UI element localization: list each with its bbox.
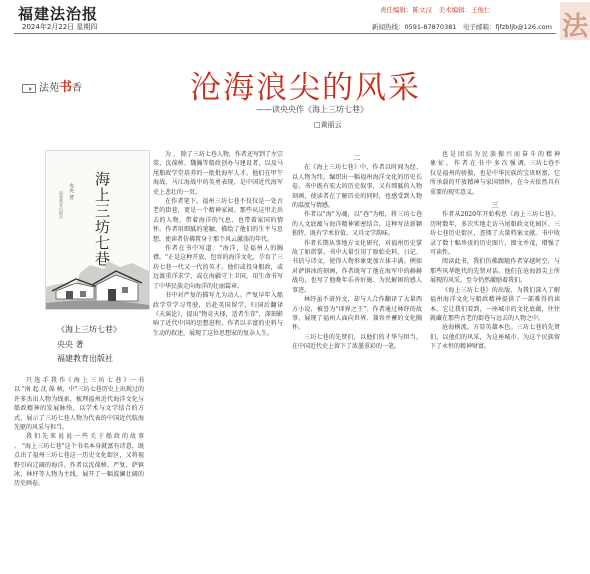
- article-byline: □黄丽云: [314, 121, 342, 129]
- section-shu: 书: [59, 80, 73, 95]
- newspaper-masthead: 福建法治报: [18, 5, 99, 23]
- cover-illustration: [46, 247, 149, 309]
- contact-info: 新闻热线：0591-87870381 电子邮箱：fjfzbljb@126.com: [372, 23, 552, 31]
- page-header: [0, 0, 590, 40]
- section-label: 法苑: [39, 83, 59, 94]
- paragraph: 作者在书中写道："海洋，是福州人的胸襟。"正是这种开放、包容的海洋文化，孕育了三坊七巷一代又一代的英才。他们或投身船政，或远渡重洋求学，或在海疆守土卫国，用生命书写了中华民族走向海洋的壮丽篇章。: [153, 245, 283, 290]
- article-column-3: [292, 150, 422, 572]
- book-caption-title: 《海上三坊七巷》: [57, 325, 121, 334]
- paragraph: 我 们 先 来 说 说 一 些 关 于 船 政 的 故 事 。 "海上三坊七巷"这个书名本身就富有诗意，既点出了福州三坊七巷这一历史文化街区，又将视野引向辽阔的海洋。作者以沈葆桢、严复、萨镇冰、林纾等人物为主线，展开了一幅波澜壮阔的历史画卷。: [14, 433, 144, 488]
- section-logo: [22, 76, 82, 95]
- paragraph: 也 是 团 结 为 民 族 振 兴 而 奋 斗 的 精 神 象 征 。 作 者 在 书 中 多 次 强 调，三坊七巷不仅是福州的骄傲，也是中华民族的宝贵财富。它所承载的开放精神与家国情怀，在今天依然具有重要的现实意义。: [430, 151, 560, 196]
- paragraph: 作者长期从事地方文化研究，对福州历史掌故了如指掌。书中大量引用了原始史料、日记、书信与诗文，使得人物形象更加立体丰满。例如对萨镇冰的刻画，作者既写了他在海军中的赫赫战功，也写了他晚年乐善好施、为民解困的感人事迹。: [292, 239, 422, 294]
- article-column-2: [153, 150, 283, 572]
- paragraph: 只 选 手 我 作《 海 上 三 坊 七 巷 》一 书 以 "南 起 沈 葆 桢，中"三坊七巷历史上出现过的许多杰出人物为线索，梳理福州近代海洋文化与船政精神的发展脉络，以学术与文学结合的方式，展示了三坊七巷人物为代表的中国近代航海先驱的风采与担当。: [14, 377, 144, 432]
- section-side-tab: [560, 2, 590, 40]
- paragraph: 书中对严复的描写尤为动人。严复早年入船政学堂学习驾驶，后赴英国留学，归国后翻译《天演论》，提出"物竞天择，适者生存"，深刻影响了近代中国的思想进程。作者以丰富的史料与生动的叙述，展现了这位思想家的复杂人生。: [153, 292, 283, 337]
- issue-date: 2024年2月22日 星期四: [22, 23, 98, 31]
- section-number: 三: [491, 201, 499, 210]
- paragraph: 作者以"海"为魂，以"巷"为根，将三坊七巷的人文底蕴与海洋精神紧密结合。这种写法新颖独特，既有学术价值，又具文学韵味。: [292, 211, 422, 238]
- side-tab-label: 法: [562, 12, 589, 40]
- article-column-1: [14, 376, 144, 572]
- section-suffix: 香: [72, 83, 83, 94]
- paragraph: 作者从2020年开始构思《海上三坊七巷》，历时数年，多次实地走访马尾船政文化园区、三坊七巷历史街区，查阅了大量档案文献。书中收录了数十幅珍贵的历史图片，图文并茂，增强了可读性。: [430, 211, 560, 257]
- book-caption-author: 央央 著: [57, 340, 84, 349]
- arrow-icon: [22, 84, 36, 93]
- paragraph: 阅读此书，我们仿佛跟随作者穿越时空，与那些风华绝代的先贤对话。他们在沧海浪尖上所展现的风采，至今仍然激励着我们。: [430, 258, 560, 285]
- header-divider: [14, 33, 556, 34]
- paragraph: 在《海上三坊七巷》中，作者以时间为经、以人物为纬，编织出一幅福州海洋文化的历史长卷。书中既有宏大的历史叙事，又有细腻的人物刻画，使读者在了解历史的同时，也感受到人物的温度与情感。: [292, 164, 422, 210]
- book-caption-publisher: 福建教育出版社: [57, 354, 113, 363]
- section-number: 二: [353, 154, 361, 162]
- editor-credits: 责任编辑：陈文汉 美术编辑：王俊仁: [380, 6, 491, 14]
- paragraph: 三坊七巷的先贤们，以他们的才华与担当，在中国近代史上留下了浓墨重彩的一笔。: [292, 333, 422, 351]
- book-cover-publisher: 福建教育出版社: [59, 191, 64, 219]
- paragraph: 沧海横流，方显英雄本色。三坊七巷的先贤们，以他们的风采，为这座城市、为这个民族留下了永恒的精神财富。: [430, 324, 560, 351]
- paragraph: 在作者笔下，福州三坊七巷不仅仅是一处古老的街巷，更是一个精神家园。那些从这里走出去的人物，带着海洋的气息，也带着家国的情怀。作者用细腻的笔触，描绘了他们的生平与思想，使读者仿佛置身于那个风云激荡的年代。: [153, 198, 283, 243]
- article-subtitle: ——读央央作《海上三坊七巷》: [256, 105, 368, 114]
- paragraph: 林纾虽不谙外文，却与人合作翻译了大量西方小说，被誉为"译界之王"。作者通过林纾的故事，展现了福州人面向世界、兼容并蓄的文化胸怀。: [292, 296, 422, 332]
- book-cover-title: 海上三坊七巷: [93, 171, 111, 267]
- article-column-4: [430, 150, 560, 572]
- paragraph: 《海上三坊七巷》的出版，为我们深入了解福州海洋文化与船政精神提供了一部难得的读本。它让我们看到，一座城市的文化底蕴，往往就藏在那些古老的街巷与远去的人物之中。: [430, 286, 560, 322]
- paragraph: 为 、 除了三坊七巷人物，作者还写到了左宗棠、沈葆桢、魏瀚等船政创办与建设者，以及马尾船政学堂培养的一批批海军人才。他们在甲午海战、马江海战中的英勇表现，是中国近代海军史上悲壮的一页。: [153, 151, 283, 196]
- article-title: 沧海浪尖的风采: [190, 70, 421, 106]
- book-cover-author: 央央 著: [68, 183, 74, 200]
- book-cover-image: [45, 150, 150, 310]
